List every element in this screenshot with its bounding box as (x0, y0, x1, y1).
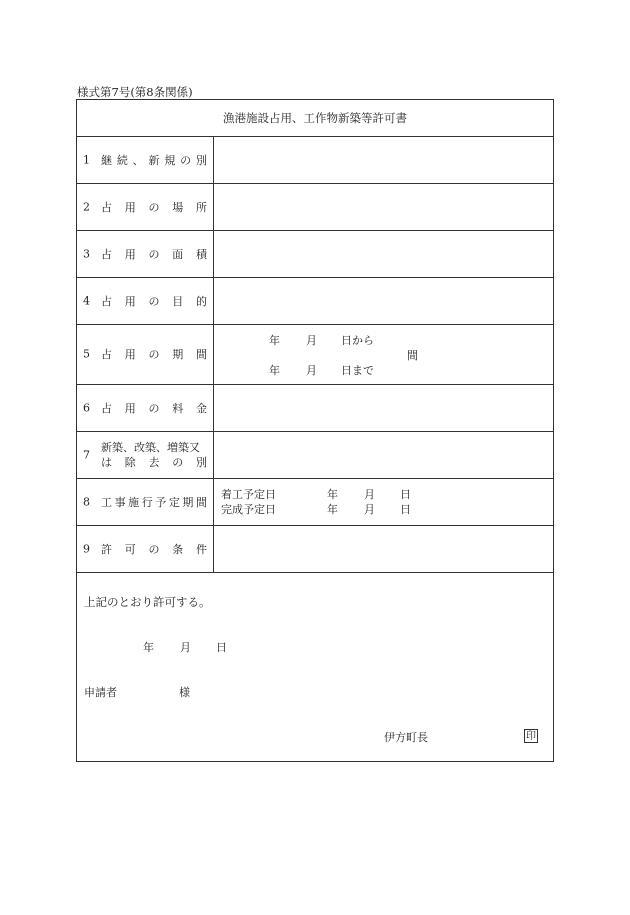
honorific-label: 様 (179, 686, 190, 699)
row-number: 2 (83, 200, 90, 213)
row-occupancy-fee (77, 384, 553, 432)
day-label: 日 (400, 503, 411, 516)
date-month-label: 月 (180, 641, 191, 654)
row-number: 5 (83, 347, 90, 361)
row-number: 4 (83, 294, 90, 307)
seal-mark: 印 (526, 731, 536, 742)
permission-statement: 上記のとおり許可する。 (84, 595, 211, 609)
row-label: 継 続 、 新 規 の 別 (101, 153, 207, 167)
renewal-type-field[interactable] (214, 136, 553, 183)
row-label: 占 用 の 目 的 (101, 294, 207, 308)
end-date-label: 完成予定日 (221, 503, 276, 516)
row-construction-schedule (77, 478, 553, 526)
row-occupancy-location (77, 183, 553, 231)
occupancy-location-field[interactable] (214, 183, 553, 230)
row-label: 占 用 の 期 間 (101, 348, 207, 361)
form-number: 様式第7号(第8条関係) (77, 85, 193, 99)
occupancy-purpose-field[interactable] (214, 277, 553, 324)
row-label: 占 用 の 場 所 (101, 200, 207, 214)
year-label: 年 (269, 364, 280, 377)
year-label: 年 (269, 334, 280, 347)
date-year-label: 年 (143, 641, 154, 654)
month-label: 月 (306, 334, 317, 347)
start-date-label: 着工予定日 (221, 488, 276, 501)
row-occupancy-area (77, 230, 553, 278)
occupancy-fee-field[interactable] (214, 384, 553, 431)
permit-conditions-field[interactable] (214, 525, 553, 572)
period-suffix: 間 (407, 349, 418, 362)
from-day-label: 日から (341, 334, 374, 347)
row-label: 新築、改築、増築又 は 除 去 の 別 (101, 440, 207, 469)
row-number: 3 (83, 247, 90, 260)
until-day-label: 日まで (341, 364, 374, 377)
occupancy-period-field[interactable] (214, 324, 553, 384)
row-occupancy-period (77, 324, 553, 385)
mayor-title: 伊方町長 (384, 731, 428, 744)
row-number: 6 (83, 401, 90, 414)
form-title: 漁港施設占用、工作物新築等許可書 (77, 100, 553, 137)
month-label: 月 (306, 364, 317, 377)
row-construction-type (77, 431, 553, 479)
date-day-label: 日 (216, 641, 227, 654)
year-label: 年 (327, 488, 338, 501)
year-label: 年 (327, 503, 338, 516)
row-label: 許 可 の 条 件 (101, 542, 207, 556)
month-label: 月 (364, 503, 375, 516)
applicant-label: 申請者 (84, 686, 117, 699)
row-occupancy-purpose (77, 277, 553, 325)
row-number: 7 (83, 448, 90, 461)
row-label: 工 事 施 行 予 定 期 間 (101, 495, 207, 509)
occupancy-area-field[interactable] (214, 230, 553, 277)
row-permit-conditions (77, 525, 553, 573)
row-number: 1 (83, 153, 90, 166)
construction-schedule-field[interactable] (214, 478, 553, 525)
row-number: 8 (83, 495, 90, 508)
month-label: 月 (364, 488, 375, 501)
row-label: 占 用 の 面 積 (101, 247, 207, 261)
construction-type-field[interactable] (214, 431, 553, 478)
row-renewal-type (77, 136, 553, 184)
permit-form (76, 99, 554, 762)
row-label: 占 用 の 料 金 (101, 401, 207, 415)
day-label: 日 (400, 488, 411, 501)
row-number: 9 (83, 542, 90, 555)
